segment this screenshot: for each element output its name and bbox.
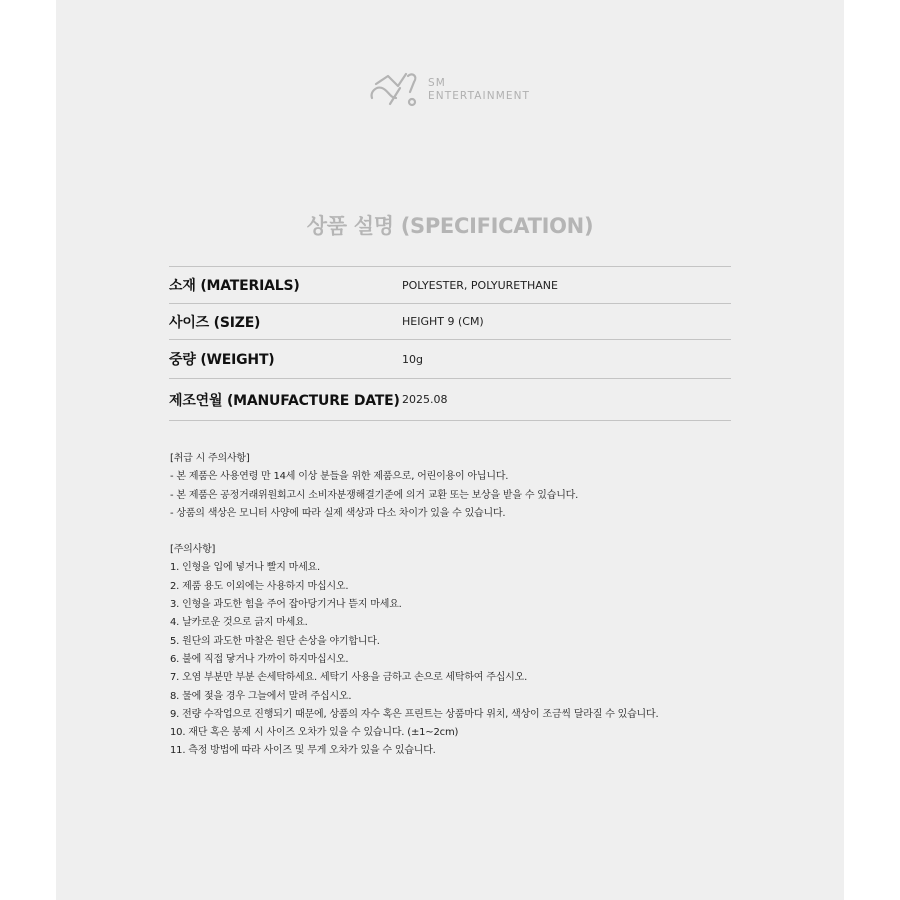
brand-line-1: SM bbox=[428, 77, 446, 89]
cautions-heading: [주의사항] bbox=[170, 544, 216, 556]
spec-label: 소재 (MATERIALS) bbox=[169, 278, 300, 294]
caution-item: 1. 인형을 입에 넣거나 빨지 마세요. bbox=[170, 562, 320, 574]
spec-value: 10g bbox=[402, 352, 423, 366]
handling-heading: [취급 시 주의사항] bbox=[170, 453, 250, 464]
spec-row-size bbox=[169, 304, 731, 340]
handling-item: - 본 제품은 사용연령 만 14세 이상 분들을 위한 제품으로, 어린이용이 아닙니다. bbox=[170, 471, 509, 483]
handling-item: - 상품의 색상은 모니터 사양에 따라 실제 색상과 다소 차이가 있을 수 있습니다. bbox=[170, 507, 506, 519]
brand-line-2: ENTERTAINMENT bbox=[428, 90, 531, 102]
caution-item: 10. 재단 혹은 봉제 시 사이즈 오차가 있을 수 있습니다. (±1~2cm) bbox=[170, 727, 459, 739]
brand-wordmark bbox=[428, 77, 530, 103]
caution-item: 8. 물에 젖을 경우 그늘에서 말려 주십시오. bbox=[170, 690, 352, 702]
spec-label: 제조연월 (MANUFACTURE DATE) bbox=[169, 392, 400, 409]
handling-item: - 본 제품은 공정거래위원회고시 소비자분쟁해결기준에 의거 교환 또는 보상을 받을 수 있습니다. bbox=[170, 489, 579, 501]
spec-label: 중량 (WEIGHT) bbox=[169, 352, 275, 368]
caution-item: 2. 제품 용도 이외에는 사용하지 마십시오. bbox=[170, 580, 349, 592]
specification-table bbox=[169, 266, 731, 421]
caution-item: 6. 불에 직접 닿거나 가까이 하지마십시오. bbox=[170, 653, 349, 665]
specification-title: 상품 설명 (SPECIFICATION) bbox=[306, 214, 594, 238]
spec-row-manufacture-date bbox=[169, 379, 731, 421]
spec-row-materials bbox=[169, 267, 731, 304]
caution-item: 5. 원단의 과도한 마찰은 원단 손상을 야기합니다. bbox=[170, 635, 380, 647]
spec-row-weight bbox=[169, 340, 731, 379]
spec-value: POLYESTER, POLYURETHANE bbox=[402, 278, 558, 292]
sm-logo-icon bbox=[368, 68, 424, 112]
spec-value: HEIGHT 9 (CM) bbox=[402, 315, 484, 328]
caution-item: 7. 오염 부분만 부분 손세탁하세요. 세탁기 사용을 금하고 손으로 세탁하여 주십시오. bbox=[170, 672, 528, 684]
spec-value: 2025.08 bbox=[402, 393, 448, 406]
sm-entertainment-logo bbox=[368, 68, 530, 112]
spec-label: 사이즈 (SIZE) bbox=[169, 314, 261, 331]
caution-item: 3. 인형을 과도한 힘을 주어 잡아당기거나 뜯지 마세요. bbox=[170, 599, 402, 611]
caution-item: 11. 측정 방법에 따라 사이즈 및 무게 오차가 있을 수 있습니다. bbox=[170, 745, 436, 757]
section-spacer bbox=[170, 523, 790, 541]
notes-section bbox=[170, 450, 790, 761]
caution-item: 4. 날카로운 것으로 긁지 마세요. bbox=[170, 617, 308, 629]
caution-item: 9. 전량 수작업으로 진행되기 때문에, 상품의 자수 혹은 프린트는 상품마다 위치, 색상이 조금씩 달라질 수 있습니다. bbox=[170, 708, 659, 720]
